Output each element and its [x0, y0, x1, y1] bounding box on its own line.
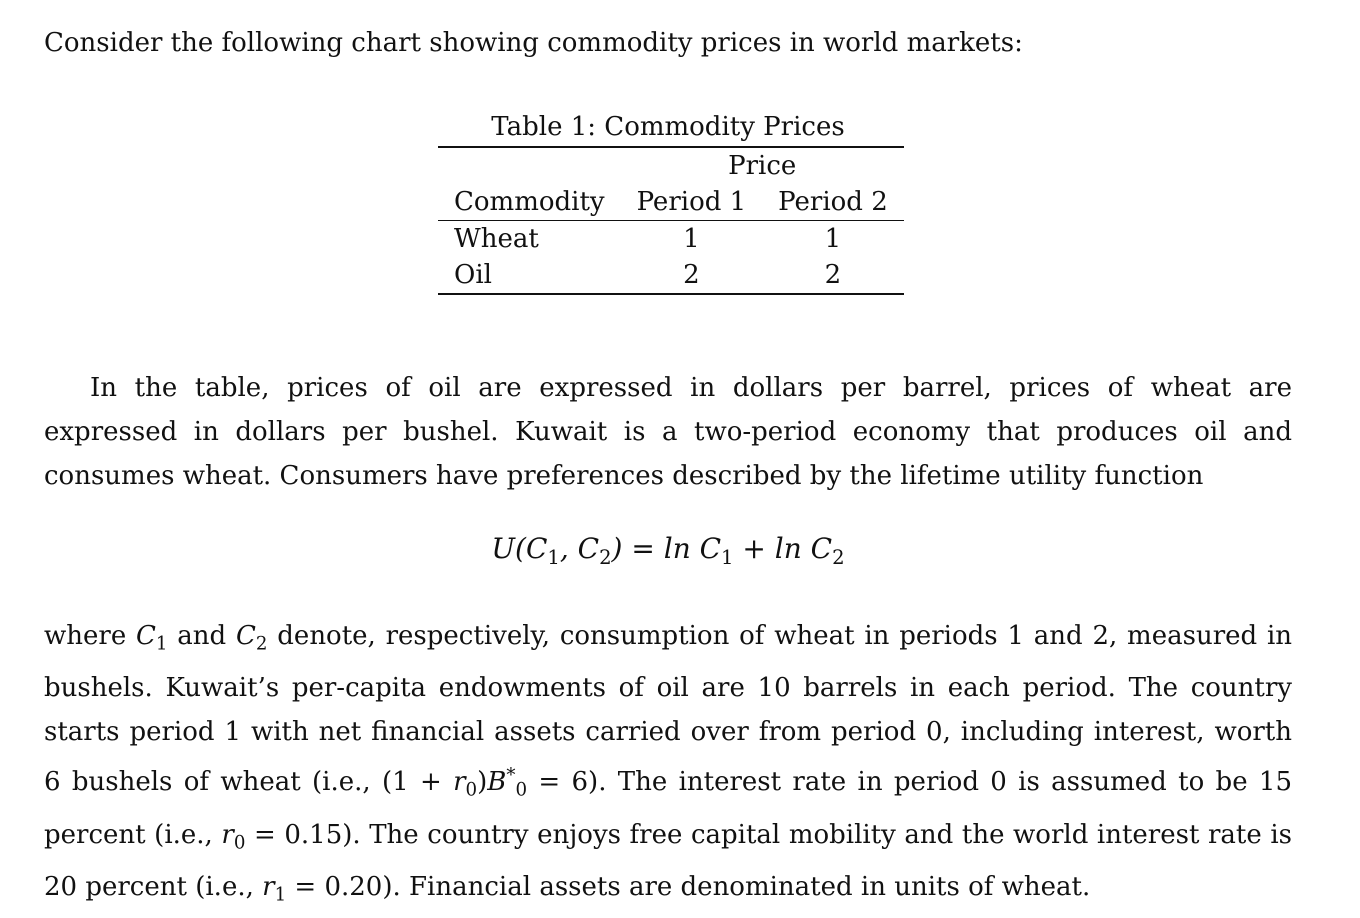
- period-2-price-cell: 1: [762, 221, 904, 258]
- commodity-column-header: Commodity: [454, 187, 605, 217]
- paragraph-2: where $C_1$ and $C_2$ denote, respectively, consumption of wheat in periods 1 and 2, measured in bushels. Kuwait’s per-capita endowments of oil are 10 barrels in each period. The country starts period 1 with net financial assets carried over from period 0, including interest, worth 6 bushels of wheat (i.e., $(1 + r_0)B^*_0 = 6$). The interest rate in period 0 is assumed to be 15 percent (i.e., $r_0 = 0.15$). The country enjoys free capital mobility and the world interest rate is 20 percent (i.e., $r_1 = 0.20$). Financial assets are denominated in units of wheat.: [44, 621, 1293, 906]
- commodity-cell: Wheat: [438, 221, 621, 258]
- table-caption: Table 1: Commodity Prices: [491, 112, 845, 142]
- table-header-row-1: [438, 147, 904, 184]
- period-1-column-header: Period 1: [636, 187, 747, 217]
- price-header: Price: [621, 147, 904, 184]
- commodity-cell: Oil: [438, 257, 621, 294]
- period-1-price-cell: 1: [621, 221, 763, 258]
- period-2-price-cell: 2: [762, 257, 904, 294]
- commodity-table-block: [438, 112, 898, 295]
- period-2-column-header: Period 2: [778, 187, 888, 217]
- table-row: [438, 257, 904, 294]
- utility-equation: $U(C_1$, $C_2) = \ln C_1 + \ln C_2$: [491, 532, 845, 569]
- intro-text: Consider the following chart showing commodity prices in world markets:: [44, 28, 1023, 58]
- paragraph-1: In the table, prices of oil are expressed in dollars per barrel, prices of wheat are expressed in dollars per bushel. Kuwait is a two-period economy that produces oil and consumes wheat. Consumers have preferences described by the lifetime utility function: [44, 373, 1292, 491]
- period-1-price-cell: 2: [621, 257, 763, 294]
- table-header-row-2: [438, 184, 904, 221]
- commodity-prices-table: [438, 146, 904, 295]
- table-row: [438, 221, 904, 258]
